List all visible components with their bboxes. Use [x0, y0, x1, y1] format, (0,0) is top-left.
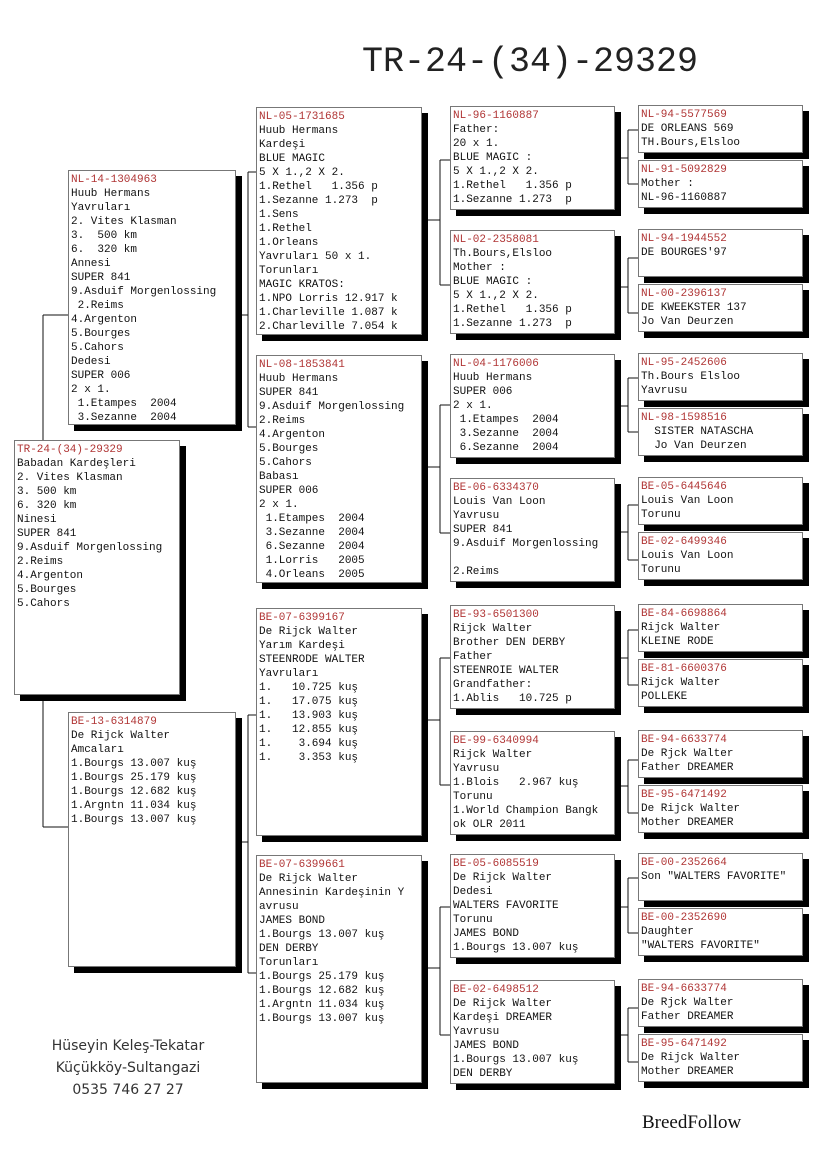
card-line: Yavruları: [259, 668, 319, 680]
card-line: Yavrusu: [453, 763, 500, 775]
pedigree-card: [450, 980, 615, 1084]
card-line: Th.Bours,Elsloo: [453, 248, 553, 260]
card-line: 5 X 1.,2 X 2.: [453, 166, 539, 178]
ring-number: NL-91-5092829: [641, 164, 727, 176]
ring-number: NL-08-1853841: [259, 359, 345, 371]
card-line: 3. 500 km: [71, 230, 138, 242]
card-line: Louis Van Loon: [641, 495, 734, 507]
card-line: De Rijck Walter: [641, 803, 741, 815]
ring-number: NL-98-1598516: [641, 412, 727, 424]
card-line: avrusu: [259, 901, 299, 913]
card-line: Amcaları: [71, 744, 124, 756]
pedigree-card: [256, 355, 422, 583]
card-line: 5.Cahors: [259, 457, 312, 469]
card-line: Yavrusu: [453, 1026, 500, 1038]
card-line: 5.Cahors: [17, 598, 70, 610]
ring-number: TR-24-(34)-29329: [17, 444, 123, 456]
card-line: Annesi: [71, 258, 111, 270]
pedigree-card: [14, 440, 180, 695]
card-line: Brother DEN DERBY: [453, 637, 566, 649]
card-line: 3.Sezanne 2004: [259, 527, 365, 539]
ring-number: NL-96-1160887: [453, 110, 539, 122]
card-line: Torunu: [641, 564, 681, 576]
card-line: DE ORLEANS 569: [641, 123, 734, 135]
card-line: 2.Charleville 7.054 k: [259, 321, 398, 333]
ring-number: BE-05-6445646: [641, 481, 727, 493]
pedigree-card: [638, 908, 803, 956]
brand-logo-text: BreedFollow: [642, 1112, 742, 1133]
card-line: SUPER 841: [71, 272, 131, 284]
card-line: 2.Reims: [453, 566, 500, 578]
card-line: Mother :: [453, 262, 506, 274]
card-line: 1.Bourgs 13.007 kuş: [453, 1054, 579, 1066]
pedigree-card: [638, 353, 803, 401]
pedigree-card: [256, 608, 422, 836]
card-line: 2.Reims: [17, 556, 64, 568]
card-line: 1.Etampes 2004: [453, 414, 559, 426]
card-line: POLLEKE: [641, 691, 688, 703]
card-line: Mother :: [641, 178, 694, 190]
card-line: 3. 500 km: [17, 486, 77, 498]
ring-number: BE-06-6334370: [453, 482, 539, 494]
card-line: Babası: [259, 471, 299, 483]
pedigree-card: [256, 107, 422, 335]
card-line: 1.Rethel: [259, 223, 312, 235]
card-line: Huub Hermans: [453, 372, 533, 384]
card-line: 1.Etampes 2004: [259, 513, 365, 525]
card-line: Rijck Walter: [453, 749, 533, 761]
card-line: 1.Sens: [259, 209, 299, 221]
ring-number: NL-94-5577569: [641, 109, 727, 121]
card-line: 9.Asduif Morgenlossing: [17, 542, 163, 554]
card-line: 5.Bourges: [259, 443, 319, 455]
card-line: Son "WALTERS FAVORITE": [641, 871, 787, 883]
card-line: Father: [453, 651, 493, 663]
card-line: Louis Van Loon: [453, 496, 546, 508]
card-line: Torunu: [641, 509, 681, 521]
card-line: Annesinin Kardeşinin Y: [259, 887, 405, 899]
card-line: DE KWEEKSTER 137: [641, 302, 747, 314]
card-line: Torunu: [453, 791, 493, 803]
pedigree-card: [638, 604, 803, 652]
card-line: SUPER 006: [71, 370, 131, 382]
card-line: JAMES BOND: [453, 928, 520, 940]
card-line: 3.Sezanne 2004: [453, 428, 559, 440]
pedigree-card: [450, 354, 615, 458]
pedigree-card: [638, 284, 803, 332]
pedigree-title: TR-24-(34)-29329: [362, 42, 699, 82]
card-line: DE BOURGES'97: [641, 247, 727, 259]
ring-number: BE-07-6399661: [259, 859, 345, 871]
card-line: 1.Bourgs 25.179 kuş: [259, 971, 385, 983]
card-line: Dedesi: [71, 356, 111, 368]
card-line: 1.Argntn 11.034 kuş: [259, 999, 385, 1011]
card-line: NL-96-1160887: [641, 192, 727, 204]
card-line: Huub Hermans: [71, 188, 151, 200]
breeder-contact: [28, 1035, 228, 1101]
ring-number: BE-94-6633774: [641, 983, 727, 995]
card-line: Jo Van Deurzen: [641, 316, 734, 328]
card-line: BLUE MAGIC: [259, 153, 326, 165]
breeder-phone: 0535 746 27 27: [72, 1082, 184, 1098]
pedigree-card: [638, 730, 803, 778]
pedigree-card: [450, 605, 615, 709]
card-line: Jo Van Deurzen: [641, 440, 747, 452]
pedigree-card: [68, 712, 236, 967]
ring-number: BE-13-6314879: [71, 716, 157, 728]
pedigree-card: [638, 408, 803, 456]
card-line: Father:: [453, 124, 500, 136]
card-line: 2. Vites Klasman: [71, 216, 177, 228]
card-line: 1. 12.855 kuş: [259, 724, 359, 736]
card-line: 1.Bourgs 12.682 kuş: [71, 786, 197, 798]
card-line: 1.Bourgs 13.007 kuş: [71, 758, 197, 770]
card-line: 9.Asduif Morgenlossing: [71, 286, 217, 298]
card-line: 1.Bourgs 13.007 kuş: [453, 942, 579, 954]
card-line: 1.NPO Lorris 12.917 k: [259, 293, 398, 305]
card-line: 1.Bourgs 13.007 kuş: [259, 929, 385, 941]
card-line: 1.Rethel 1.356 p: [259, 181, 378, 193]
card-line: 4.Argenton: [259, 429, 326, 441]
pedigree-card: [638, 105, 803, 153]
card-line: 3.Sezanne 2004: [71, 412, 177, 424]
card-line: SISTER NATASCHA: [641, 426, 754, 438]
ring-number: BE-07-6399167: [259, 612, 345, 624]
card-line: Daughter: [641, 926, 694, 938]
pedigree-card: [638, 853, 803, 901]
card-line: Ninesi: [17, 514, 57, 526]
pedigree-card: [68, 170, 236, 425]
card-line: 1. 17.075 kuş: [259, 696, 359, 708]
card-line: 2 x 1.: [259, 499, 299, 511]
card-line: 4.Argenton: [17, 570, 84, 582]
card-line: Rijck Walter: [641, 677, 721, 689]
pedigree-card: [638, 532, 803, 580]
card-line: Torunları: [259, 265, 319, 277]
card-line: 1.World Champion Bangk: [453, 805, 599, 817]
ring-number: NL-02-2358081: [453, 234, 539, 246]
card-line: 1.Argntn 11.034 kuş: [71, 800, 197, 812]
card-line: JAMES BOND: [453, 1040, 520, 1052]
card-line: ok OLR 2011: [453, 819, 526, 831]
card-line: Mother DREAMER: [641, 817, 734, 829]
card-line: 9.Asduif Morgenlossing: [453, 538, 599, 550]
card-line: Mother DREAMER: [641, 1066, 734, 1078]
card-line: Huub Hermans: [259, 125, 339, 137]
card-line: 1.Rethel 1.356 p: [453, 304, 572, 316]
card-line: De Rjck Walter: [641, 997, 734, 1009]
card-line: Yavruları: [71, 202, 131, 214]
card-line: 1.Etampes 2004: [71, 398, 177, 410]
ring-number: BE-95-6471492: [641, 789, 727, 801]
card-line: 5 X 1.,2 X 2.: [259, 167, 345, 179]
card-line: 1.Sezanne 1.273 p: [453, 318, 572, 330]
card-line: WALTERS FAVORITE: [453, 900, 559, 912]
ring-number: BE-02-6499346: [641, 536, 727, 548]
card-line: JAMES BOND: [259, 915, 326, 927]
card-line: Kardeşi DREAMER: [453, 1012, 553, 1024]
card-line: 6.Sezanne 2004: [259, 541, 365, 553]
card-line: STEENRODE WALTER: [259, 654, 365, 666]
ring-number: NL-05-1731685: [259, 111, 345, 123]
pedigree-card: [450, 478, 615, 582]
pedigree-card: [638, 229, 803, 277]
ring-number: BE-02-6498512: [453, 984, 539, 996]
card-line: Th.Bours Elsloo: [641, 371, 741, 383]
card-line: BLUE MAGIC :: [453, 276, 533, 288]
card-line: 1.Sezanne 1.273 p: [259, 195, 378, 207]
card-line: Louis Van Loon: [641, 550, 734, 562]
ring-number: BE-99-6340994: [453, 735, 539, 747]
card-line: Father DREAMER: [641, 1011, 734, 1023]
ring-number: NL-00-2396137: [641, 288, 727, 300]
card-line: SUPER 841: [259, 387, 319, 399]
card-line: 1. 10.725 kuş: [259, 682, 359, 694]
card-line: 1.Bourgs 13.007 kuş: [71, 814, 197, 826]
breeder-name: Hüseyin Keleş-Tekatar: [51, 1038, 205, 1054]
card-line: Rijck Walter: [641, 622, 721, 634]
card-line: Kardeşi: [259, 139, 306, 151]
card-line: Huub Hermans: [259, 373, 339, 385]
card-line: 1.Rethel 1.356 p: [453, 180, 572, 192]
card-line: Yavrusu: [453, 510, 500, 522]
card-line: 4.Orleans 2005: [259, 569, 365, 581]
card-line: De Rijck Walter: [641, 1052, 741, 1064]
card-line: 1.Bourgs 25.179 kuş: [71, 772, 197, 784]
card-line: STEENROIE WALTER: [453, 665, 559, 677]
pedigree-card: [450, 731, 615, 835]
card-line: 1. 3.694 kuş: [259, 738, 359, 750]
ring-number: BE-81-6600376: [641, 663, 727, 675]
pedigree-card: [638, 659, 803, 707]
card-line: 2 x 1.: [71, 384, 111, 396]
card-line: Father DREAMER: [641, 762, 734, 774]
card-line: [453, 551, 612, 565]
card-line: 20 x 1.: [453, 138, 500, 150]
card-line: Babadan Kardeşleri: [17, 458, 136, 470]
pedigree-card: [638, 477, 803, 525]
card-line: BLUE MAGIC :: [453, 152, 533, 164]
card-line: Dedesi: [453, 886, 493, 898]
pedigree-card: [638, 979, 803, 1027]
card-line: TH.Bours,Elsloo: [641, 137, 741, 149]
pedigree-card: [638, 1034, 803, 1082]
card-line: DEN DERBY: [453, 1068, 513, 1080]
breeder-location: Küçükköy-Sultangazi: [55, 1060, 201, 1076]
card-line: 1. 13.903 kuş: [259, 710, 359, 722]
card-line: SUPER 006: [259, 485, 319, 497]
ring-number: NL-04-1176006: [453, 358, 539, 370]
card-line: 2.Reims: [71, 300, 124, 312]
card-line: Torunu: [453, 914, 493, 926]
card-line: De Rijck Walter: [453, 998, 553, 1010]
card-line: 9.Asduif Morgenlossing: [259, 401, 405, 413]
ring-number: BE-94-6633774: [641, 734, 727, 746]
pedigree-card: [638, 160, 803, 208]
card-line: De Rijck Walter: [259, 873, 359, 885]
ring-number: BE-93-6501300: [453, 609, 539, 621]
card-line: Grandfather:: [453, 679, 533, 691]
card-line: 2. Vites Klasman: [17, 472, 123, 484]
card-line: Yavruları 50 x 1.: [259, 251, 372, 263]
card-line: 4.Argenton: [71, 314, 138, 326]
ring-number: NL-95-2452606: [641, 357, 727, 369]
card-line: Torunları: [259, 957, 319, 969]
pedigree-card: [450, 230, 615, 334]
ring-number: BE-00-2352664: [641, 857, 727, 869]
card-line: SUPER 841: [453, 524, 513, 536]
card-line: 2 x 1.: [453, 400, 493, 412]
card-line: 2.Reims: [259, 415, 306, 427]
card-line: 1. 3.353 kuş: [259, 752, 359, 764]
card-line: Rijck Walter: [453, 623, 533, 635]
card-line: 1.Sezanne 1.273 p: [453, 194, 572, 206]
card-line: 6. 320 km: [71, 244, 138, 256]
pedigree-card: [450, 854, 615, 958]
card-line: De Rjck Walter: [641, 748, 734, 760]
card-line: 5.Bourges: [17, 584, 77, 596]
card-line: SUPER 006: [453, 386, 513, 398]
ring-number: BE-05-6085519: [453, 858, 539, 870]
card-line: 1.Ablis 10.725 p: [453, 693, 572, 705]
card-line: 1.Bourgs 13.007 kuş: [259, 1013, 385, 1025]
ring-number: NL-14-1304963: [71, 174, 157, 186]
card-line: Yavrusu: [641, 385, 688, 397]
card-line: 1.Lorris 2005: [259, 555, 365, 567]
card-line: De Rijck Walter: [453, 872, 553, 884]
ring-number: NL-94-1944552: [641, 233, 727, 245]
pedigree-card: [638, 785, 803, 833]
card-line: "WALTERS FAVORITE": [641, 940, 760, 952]
card-line: 1.Bourgs 12.682 kuş: [259, 985, 385, 997]
card-line: 6.Sezanne 2004: [453, 442, 559, 454]
card-line: 6. 320 km: [17, 500, 77, 512]
card-line: Yarım Kardeşi: [259, 640, 345, 652]
card-line: 5.Cahors: [71, 342, 124, 354]
card-line: 1.Charleville 1.087 k: [259, 307, 398, 319]
card-line: DEN DERBY: [259, 943, 319, 955]
ring-number: BE-84-6698864: [641, 608, 727, 620]
card-line: 5.Bourges: [71, 328, 131, 340]
pedigree-card: [256, 855, 422, 1083]
card-line: 5 X 1.,2 X 2.: [453, 290, 539, 302]
card-line: De Rijck Walter: [71, 730, 171, 742]
ring-number: BE-95-6471492: [641, 1038, 727, 1050]
card-line: De Rijck Walter: [259, 626, 359, 638]
card-line: MAGIC KRATOS:: [259, 279, 345, 291]
pedigree-card: [450, 106, 615, 210]
ring-number: BE-00-2352690: [641, 912, 727, 924]
card-line: 1.Blois 2.967 kuş: [453, 777, 579, 789]
card-line: KLEINE RODE: [641, 636, 714, 648]
card-line: SUPER 841: [17, 528, 77, 540]
card-line: 1.Orleans: [259, 237, 319, 249]
